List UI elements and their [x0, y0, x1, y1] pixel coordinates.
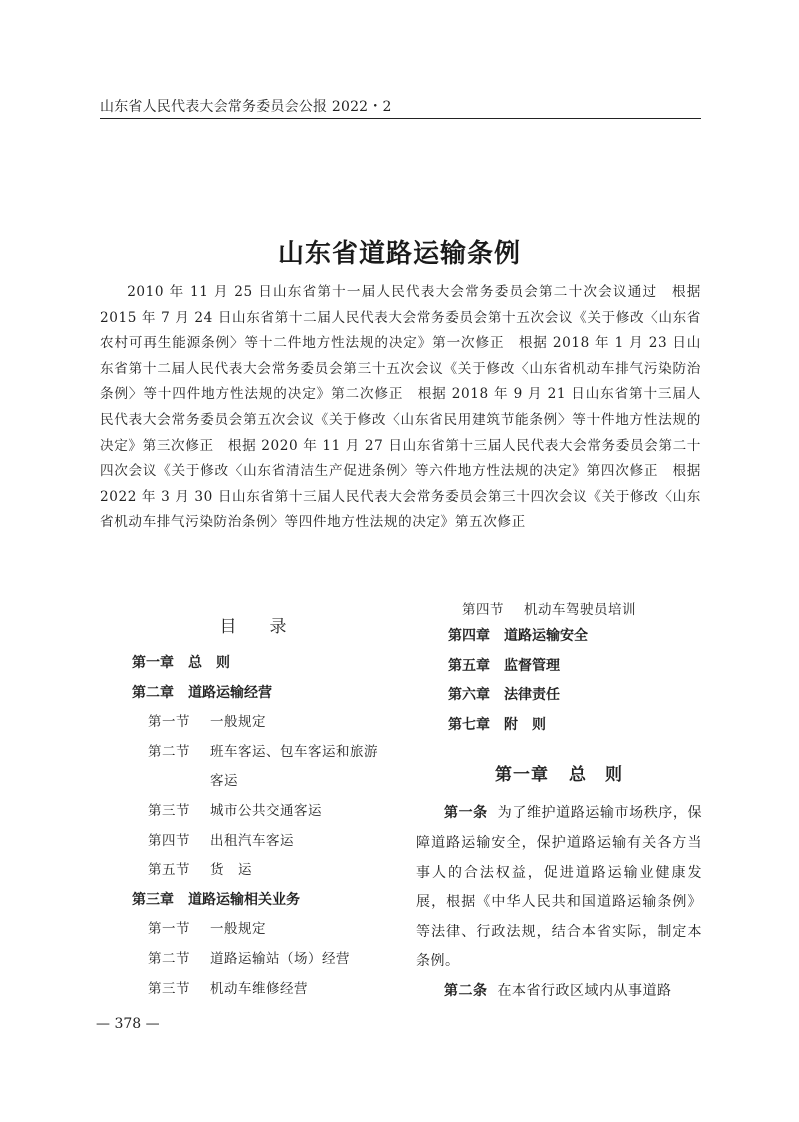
toc-chapter: 第四章 道路运输安全 — [448, 628, 588, 644]
page-number: — 378 — — [96, 1016, 160, 1032]
toc-section — [100, 856, 400, 886]
toc-chapter: 第二章 道路运输经营 — [132, 684, 272, 701]
toc-list-right — [416, 598, 702, 740]
toc-section-number: 第三节 — [148, 980, 190, 997]
toc-section — [416, 598, 702, 622]
toc-section-title: 机动车驾驶员培训 — [524, 602, 636, 618]
right-column — [416, 598, 702, 1007]
running-header: 山东省人民代表大会常务委员会公报 2022・2 — [100, 99, 392, 115]
toc-chapter: 第七章 附 则 — [448, 716, 546, 733]
toc-section-number: 第二节 — [148, 950, 190, 967]
toc-left-column — [100, 612, 400, 1004]
toc-section — [100, 945, 400, 975]
toc-section-number: 第四节 — [148, 832, 190, 849]
header-rule — [100, 118, 701, 119]
article-text: 在本省行政区域内从事道路 — [497, 982, 672, 999]
toc-heading: 目 录 — [219, 617, 295, 637]
toc-section — [100, 797, 400, 827]
chapter-title: 总 则 — [569, 765, 623, 786]
toc-section-title: 一般规定 — [210, 921, 266, 938]
chapter-number: 第一章 — [495, 765, 549, 786]
article-label: 第二条 — [444, 982, 488, 999]
toc-section-title: 城市公共交通客运 — [210, 802, 322, 819]
toc-section-title: 班车客运、包车客运和旅游客运 — [210, 743, 378, 790]
toc-list-left — [100, 649, 400, 1004]
document-title: 山东省道路运输条例 — [277, 239, 521, 270]
article-text: 为了维护道路运输市场秩序，保障道路运输安全，保护道路运输有关各方当事人的合法权益，促进道路运输业健康发展，根据《中华人民共和国道路运输条例》等法律、行政法规，结合本省实际，制定本条例。 — [416, 805, 702, 970]
toc-section — [100, 738, 400, 797]
article-2 — [416, 977, 702, 1007]
toc-section-title: 机动车维修经营 — [210, 980, 308, 997]
toc-section-number: 第五节 — [148, 862, 190, 879]
toc-section-number: 第一节 — [148, 921, 190, 938]
toc-section-number: 第四节 — [462, 602, 504, 618]
toc-section-title: 一般规定 — [210, 714, 266, 731]
toc-section — [100, 915, 400, 945]
toc-section-title: 出租汽车客运 — [210, 832, 294, 849]
toc-chapter: 第三章 道路运输相关业务 — [132, 891, 300, 908]
toc-section-number: 第二节 — [148, 743, 190, 760]
toc-chapter: 第一章 总 则 — [132, 655, 230, 671]
toc-section-title: 货 运 — [210, 862, 252, 879]
toc-section — [100, 708, 400, 738]
toc-chapter: 第五章 监督管理 — [448, 657, 560, 674]
preamble: 2010 年 11 月 25 日山东省第十一届人民代表大会常务委员会第二十次会议通过 根据 2015 年 7 月 24 日山东省第十二届人民代表大会常务委员会第十五次会议《关于修改〈山东省农村可再生能源条例〉等十二件地方性法规的决定》第一次修正 根据 2018 年 1 月 23 日山东省第十二届人民代表大会常务委员会第三十五次会议《关于修改〈山东省机动车排气污染防治条例〉等十四件地方性法规的决定》第二次修正 根据 2018 年 9 月 21 日山东省第十三届人民代表大会常务委员会第五次会议《关于修改〈山东省民用建筑节能条例〉等十件地方性法规的决定》第三次修正 根据 2020 年 11 月 27 日山东省第十三届人民代表大会常务委员会第二十四次会议《关于修改〈山东省清洁生产促进条例〉等六件地方性法规的决定》第四次修正 根据 2022 年 3 月 30 日山东省第十三届人民代表大会常务委员会第三十四次会议《关于修改〈山东省机动车排气污染防治条例〉等四件地方性法规的决定》第五次修正 — [100, 284, 701, 531]
toc-section — [100, 827, 400, 857]
chapter-heading — [416, 760, 702, 785]
article-label: 第一条 — [444, 805, 488, 822]
toc-section-number: 第三节 — [148, 802, 190, 819]
toc-chapter: 第六章 法律责任 — [448, 687, 560, 704]
toc-section-title: 道路运输站（场）经营 — [210, 950, 350, 967]
toc-section — [100, 975, 400, 1005]
article-1 — [416, 799, 702, 977]
toc-section-number: 第一节 — [148, 714, 190, 731]
